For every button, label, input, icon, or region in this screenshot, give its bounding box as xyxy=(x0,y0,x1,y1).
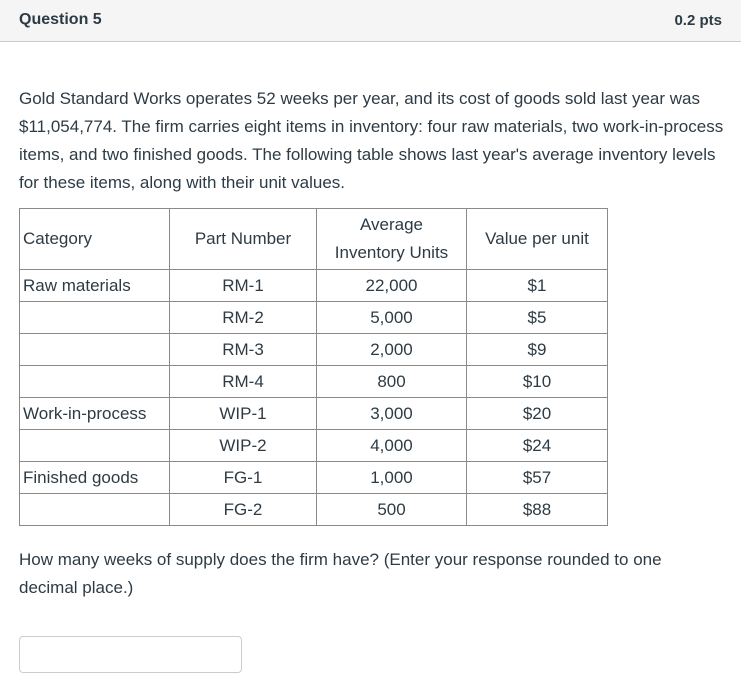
header-value-per-unit: Value per unit xyxy=(467,209,608,270)
cell-category xyxy=(20,334,170,366)
table-row xyxy=(20,302,608,334)
cell-part-number: RM-1 xyxy=(170,270,317,302)
answer-input[interactable] xyxy=(19,636,242,673)
cell-part-number: RM-4 xyxy=(170,366,317,398)
table-row xyxy=(20,430,608,462)
cell-units: 3,000 xyxy=(317,398,467,430)
cell-category xyxy=(20,302,170,334)
cell-value: $24 xyxy=(467,430,608,462)
cell-part-number: WIP-2 xyxy=(170,430,317,462)
header-average-line2: Inventory Units xyxy=(334,243,449,262)
cell-part-number: RM-3 xyxy=(170,334,317,366)
header-average-inventory xyxy=(317,209,467,270)
question-text: Gold Standard Works operates 52 weeks per year, and its cost of goods sold last year was $11,054,774. The firm carries eight items in inventory: four raw materials, two work-in-process items, and two finished goods. The following table shows last year's average inventory levels for these items, along with their unit values. xyxy=(19,89,724,192)
cell-category: Finished goods xyxy=(20,462,170,494)
cell-category xyxy=(20,430,170,462)
question-points: 0.2 pts xyxy=(674,12,722,29)
table-header-row xyxy=(20,209,608,270)
cell-value: $9 xyxy=(467,334,608,366)
header-part-number: Part Number xyxy=(170,209,317,270)
cell-value: $88 xyxy=(467,494,608,526)
cell-units: 1,000 xyxy=(317,462,467,494)
cell-units: 22,000 xyxy=(317,270,467,302)
cell-category: Work-in-process xyxy=(20,398,170,430)
table-row xyxy=(20,366,608,398)
cell-category xyxy=(20,366,170,398)
cell-category: Raw materials xyxy=(20,270,170,302)
cell-part-number: RM-2 xyxy=(170,302,317,334)
header-category: Category xyxy=(20,209,170,270)
table-row xyxy=(20,462,608,494)
cell-part-number: FG-1 xyxy=(170,462,317,494)
cell-value: $1 xyxy=(467,270,608,302)
table-row xyxy=(20,270,608,302)
cell-category xyxy=(20,494,170,526)
cell-value: $10 xyxy=(467,366,608,398)
cell-value: $20 xyxy=(467,398,608,430)
cell-units: 2,000 xyxy=(317,334,467,366)
cell-units: 800 xyxy=(317,366,467,398)
cell-part-number: WIP-1 xyxy=(170,398,317,430)
cell-value: $57 xyxy=(467,462,608,494)
question-title: Question 5 xyxy=(19,11,102,28)
header-average-line1: Average xyxy=(359,215,423,234)
cell-part-number: FG-2 xyxy=(170,494,317,526)
cell-value: $5 xyxy=(467,302,608,334)
table-row xyxy=(20,494,608,526)
table-row xyxy=(20,398,608,430)
table-row xyxy=(20,334,608,366)
cell-units: 4,000 xyxy=(317,430,467,462)
cell-units: 500 xyxy=(317,494,467,526)
inventory-table xyxy=(19,208,608,526)
follow-up-question: How many weeks of supply does the firm have? (Enter your response rounded to one decimal place.) xyxy=(19,550,662,597)
question-header xyxy=(0,0,741,42)
cell-units: 5,000 xyxy=(317,302,467,334)
